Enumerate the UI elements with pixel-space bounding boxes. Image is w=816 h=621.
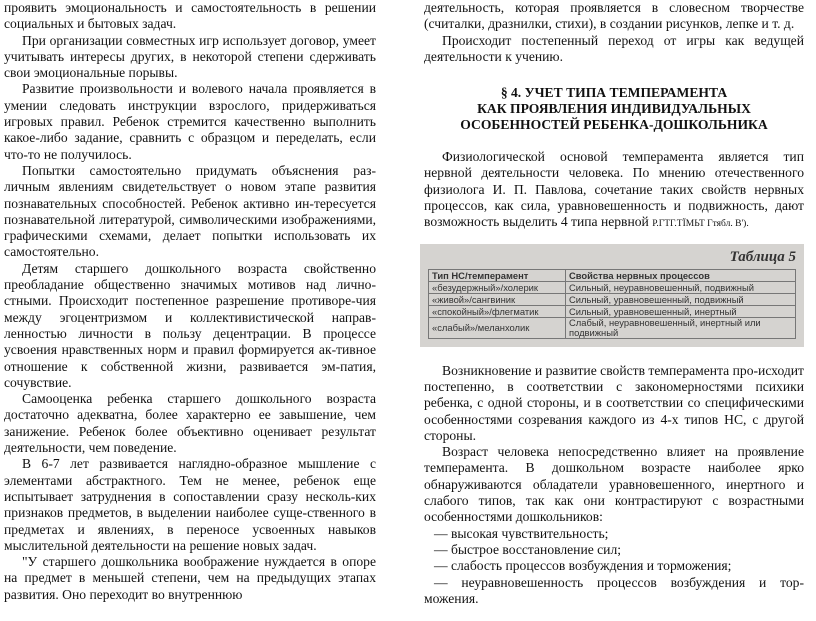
table-cell: Слабый, неуравновешенный, инертный или подвижный bbox=[566, 317, 796, 338]
paragraph: Попытки самостоятельно придумать объяснения раз-личным явлениям свидетельствует о новом этапе развития познавательных способностей. Ребенок активно ин-тересуется познавательной литературой, символическими изображениями, графическими схемами, делает попытки использовать их самостоятельно. bbox=[4, 162, 376, 260]
paragraph: Развитие произвольности и волевого начала проявляется в умении следовать инструкции взрослого, придерживаться игровых правил. Ребенок стремится качественно выполнить какое-либо задание, сравнить с образцом и переделать, если что-то не получилось. bbox=[4, 81, 376, 162]
table-header-cell: Свойства нервных процессов bbox=[566, 269, 796, 281]
paragraph: Самооценка ребенка старшего дошкольного возраста достаточно адекватна, более характерно ее завышение, чем занижение. Ребенок более объективно оценивает результат деятельности, чем поведение. bbox=[4, 391, 376, 456]
paragraph: В 6-7 лет развивается наглядно-образное мышление с элементами абстрактного. Тем не менее, ребенок еще испытывает затруднения в сопоставлении сразу несколь-ких признаков предметов, в выделении наиболее суще-ственного в предметах и явлениях, в переносе усвоенных навыков мыслительной деятельности на решение новых задач. bbox=[4, 456, 376, 553]
table-cell: «слабый»/меланхолик bbox=[429, 317, 566, 338]
left-column bbox=[4, 0, 376, 603]
garbled-reference: Р.ГТГ.ТЇМЬТ Гтябл. В'). bbox=[652, 219, 749, 230]
paragraph bbox=[424, 149, 804, 232]
paragraph: Детям старшего дошкольного возраста свойственно преобладание общественно значимых мотивов над лично-стными. Происходит постепенное разрешение противоре-чия между эгоцентризмом и коллективистической направ-ленностью личности в пользу децентрации. В процессе усвоения нравственных норм и правил формируется ак-тивное отношение к собственной жизни, развивается эм-патия, сочувствие. bbox=[4, 260, 376, 390]
table-cell: Сильный, уравновешенный, подвижный bbox=[566, 293, 796, 305]
list-item: — высокая чувствительность; bbox=[434, 525, 609, 541]
list-item: — неуравновешенность процессов возбуждения и тор-можения. bbox=[424, 574, 804, 606]
paragraph: проявить эмоциональность и самостоятельность в решении социальных и бытовых задач. bbox=[4, 0, 376, 32]
list-item: — быстрое восстановление сил; bbox=[434, 541, 622, 557]
paragraph: При организации совместных игр использует договор, умеет учитывать интересы других, в некоторой степени сдерживать свои эмоциональные порывы. bbox=[4, 32, 376, 81]
table-row bbox=[429, 281, 796, 293]
table-row bbox=[429, 317, 796, 338]
paragraph: "У старшего дошкольника воображение нуждается в опоре на предмет в меньшей степени, чем на предыдущих этапах развития. Оно переходит во внутреннюю bbox=[4, 554, 376, 602]
paragraph: деятельность, которая проявляется в словесном творчестве (считалки, дразнилки, стихи), в создании рисунков, лепке и т. д. bbox=[424, 0, 804, 32]
paragraph: Возраст человека непосредственно влияет на проявление темперамента. В дошкольном возрасте наиболее ярко обнаруживаются обладатели уравновешенного, инертного и слабого типов, так как они контрастируют с возрастными особенностями дошкольников: bbox=[424, 444, 804, 525]
section-heading bbox=[424, 85, 804, 133]
heading-line: § 4. УЧЕТ ТИПА ТЕМПЕРАМЕНТА bbox=[500, 85, 728, 101]
paragraph-text: Физиологической основой темперамента является тип нервной деятельности человека. По мнению отечественного физиолога И. П. Павлова, сочетание таких свойств нервных процессов, как сила, уравновешенность и подвижность, дают возможность выделить 4 типа нервной bbox=[424, 149, 804, 230]
right-column bbox=[424, 0, 804, 607]
table-cell: Сильный, неуравновешенный, подвижный bbox=[566, 281, 796, 293]
table-row bbox=[429, 305, 796, 317]
table-row bbox=[429, 293, 796, 305]
paragraph: Возникновение и развитие свойств темперамента про-исходит постепенно, в соответствии с закономерностями психики ребенка, с одной стороны, и в соответствии со специфическими особенностями созревания каждого из 4-х типов НС, с другой стороны. bbox=[424, 362, 804, 443]
table-photo bbox=[420, 244, 804, 347]
table-cell: Сильный, уравновешенный, инертный bbox=[566, 305, 796, 317]
heading-line: КАК ПРОЯВЛЕНИЯ ИНДИВИДУАЛЬНЫХ bbox=[477, 101, 751, 117]
table-header-cell: Тип НС/темперамент bbox=[429, 269, 566, 281]
table-cell: «живой»/сангвиник bbox=[429, 293, 566, 305]
table-header-row bbox=[429, 269, 796, 281]
table-caption: Таблица 5 bbox=[729, 248, 796, 265]
table-cell: «спокойный»/флегматик bbox=[429, 305, 566, 317]
temperament-table bbox=[428, 269, 796, 339]
paragraph: Происходит постепенный переход от игры как ведущей деятельности к учению. bbox=[424, 32, 804, 64]
table-cell: «безудержный»/холерик bbox=[429, 281, 566, 293]
heading-line: ОСОБЕННОСТЕЙ РЕБЕНКА-ДОШКОЛЬНИКА bbox=[460, 117, 768, 133]
list-item: — слабость процессов возбуждения и торможения; bbox=[434, 558, 732, 574]
